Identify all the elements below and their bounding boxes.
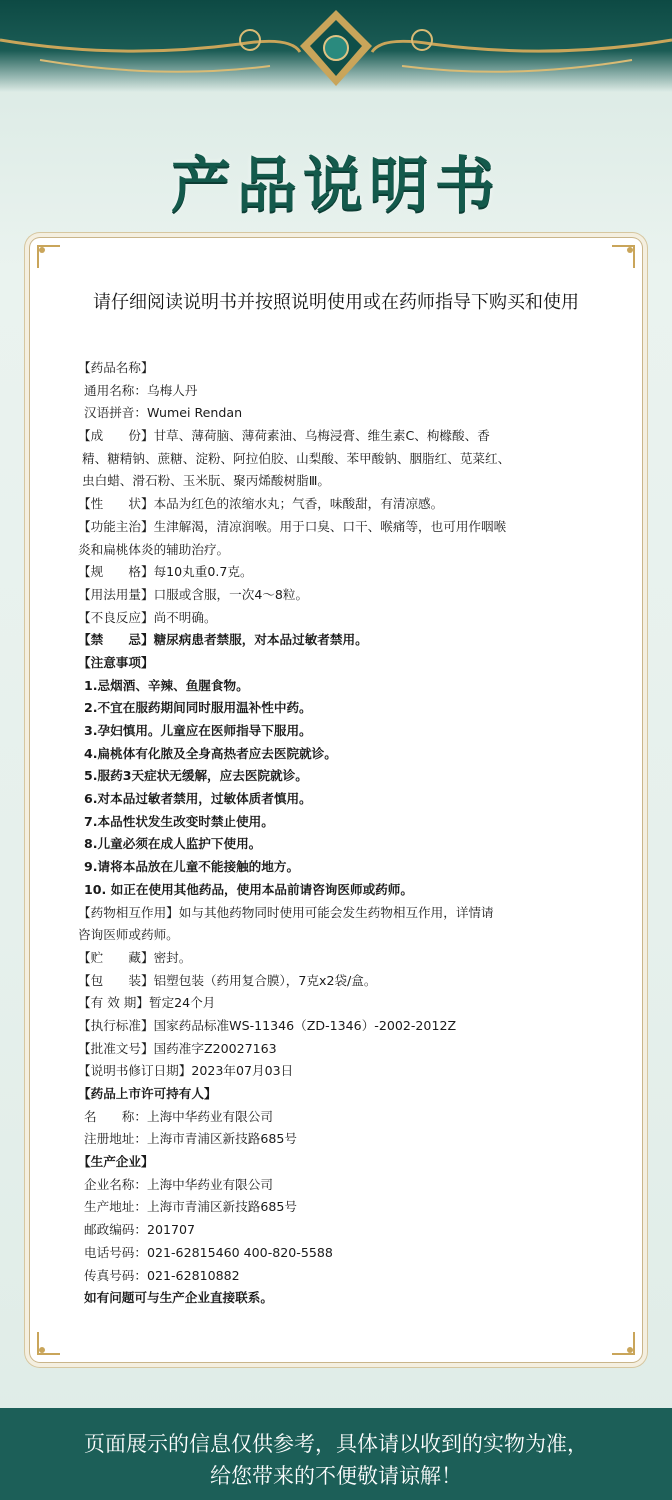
- reading-notice: 请仔细阅读说明书并按照说明使用或在药师指导下购买和使用: [93, 292, 579, 313]
- text-line: 注册地址：上海市青浦区新技路685号: [84, 1131, 297, 1147]
- list-item: 9.请将本品放在儿童不能接触的地方。: [84, 859, 300, 875]
- text-line: 【药物相互作用】如与其他药物同时使用可能会发生药物相互作用，详情请: [78, 904, 494, 920]
- text-line: 精、糖精钠、蔗糖、淀粉、阿拉伯胶、山梨酸、苯甲酸钠、胭脂红、苋菜红、: [82, 450, 511, 466]
- section-heading: 【生产企业】: [78, 1154, 154, 1170]
- text-line: 【成 份】甘草、薄荷脑、薄荷素油、乌梅浸膏、维生素C、枸橼酸、香: [78, 428, 490, 444]
- text-line: 传真号码：021-62810882: [84, 1267, 240, 1283]
- footer-line: 给您带来的不便敬请谅解！: [210, 1464, 462, 1488]
- list-item: 4.扁桃体有化脓及全身高热者应去医院就诊。: [84, 745, 337, 761]
- section-heading: 【药品名称】: [78, 360, 154, 375]
- text-line: 【规 格】每10丸重0.7克。: [78, 564, 253, 580]
- text-line: 邮政编码：201707: [84, 1222, 196, 1238]
- list-item: 6.对本品过敏者禁用，过敏体质者慎用。: [84, 791, 312, 807]
- list-item: 5.服药3天症状无缓解，应去医院就诊。: [84, 768, 308, 784]
- text-line: 虫白蜡、滑石粉、玉米朊、聚丙烯酸树脂Ⅲ。: [82, 473, 330, 489]
- list-item: 2.不宜在服药期间同时服用温补性中药。: [84, 700, 312, 716]
- text-line: 生产地址：上海市青浦区新技路685号: [84, 1199, 297, 1215]
- text-line: 【用法用量】口服或含服，一次4～8粒。: [78, 586, 309, 602]
- text-line: 名 称：上海中华药业有限公司: [84, 1108, 273, 1124]
- section-heading: 【药品上市许可持有人】: [78, 1086, 217, 1101]
- corner-ornament-icon: [610, 244, 636, 270]
- text-line: 【有 效 期】暂定24个月: [78, 995, 216, 1011]
- corner-ornament-icon: [36, 244, 62, 270]
- corner-ornament-icon: [610, 1330, 636, 1356]
- text-line: 【不良反应】尚不明确。: [78, 609, 217, 625]
- text-line: 【功能主治】生津解渴，清凉润喉。用于口臭、口干、喉痛等，也可用作咽喉: [78, 518, 507, 534]
- text-line: 电话号码：021-62815460 400-820-5588: [84, 1244, 333, 1260]
- list-item: 1.忌烟酒、辛辣、鱼腥食物。: [84, 677, 249, 693]
- gold-ornament-header: [0, 0, 672, 120]
- text-line: 【执行标准】国家药品标准WS-11346（ZD-1346）-2002-2012Z: [78, 1017, 457, 1033]
- list-item: 3.孕妇慎用。儿童应在医师指导下服用。: [84, 723, 312, 738]
- text-line: 【性 状】本品为红色的浓缩水丸；气香，味酸甜，有清凉感。: [78, 496, 444, 512]
- list-item: 10. 如正在使用其他药品，使用本品前请咨询医师或药师。: [84, 881, 413, 897]
- section-heading: 【注意事项】: [78, 654, 154, 670]
- corner-ornament-icon: [36, 1330, 62, 1356]
- contact-note: 如有问题可与生产企业直接联系。: [84, 1290, 273, 1306]
- text-line: 通用名称：乌梅人丹: [84, 382, 198, 398]
- page-title: 产品说明书: [171, 151, 501, 221]
- text-line: 汉语拼音：Wumei Rendan: [84, 405, 243, 421]
- list-item: 7.本品性状发生改变时禁止使用。: [84, 813, 274, 829]
- text-line: 【说明书修订日期】2023年07月03日: [78, 1063, 294, 1079]
- text-line: 【批准文号】国药准字Z20027163: [78, 1040, 277, 1056]
- text-line: 炎和扁桃体炎的辅助治疗。: [78, 541, 230, 557]
- text-line: 【包 装】铝塑包装（药用复合膜），7克x2袋/盒。: [78, 972, 377, 988]
- text-line: 企业名称：上海中华药业有限公司: [84, 1176, 273, 1192]
- text-line: 【禁 忌】糖尿病患者禁服，对本品过敏者禁用。: [78, 632, 368, 648]
- instruction-content: [78, 357, 598, 1310]
- text-line: 咨询医师或药师。: [78, 927, 179, 943]
- text-line: 【贮 藏】密封。: [78, 949, 192, 965]
- footer-line: 页面展示的信息仅供参考，具体请以收到的实物为准，: [84, 1432, 588, 1456]
- list-item: 8.儿童必须在成人监护下使用。: [84, 836, 262, 852]
